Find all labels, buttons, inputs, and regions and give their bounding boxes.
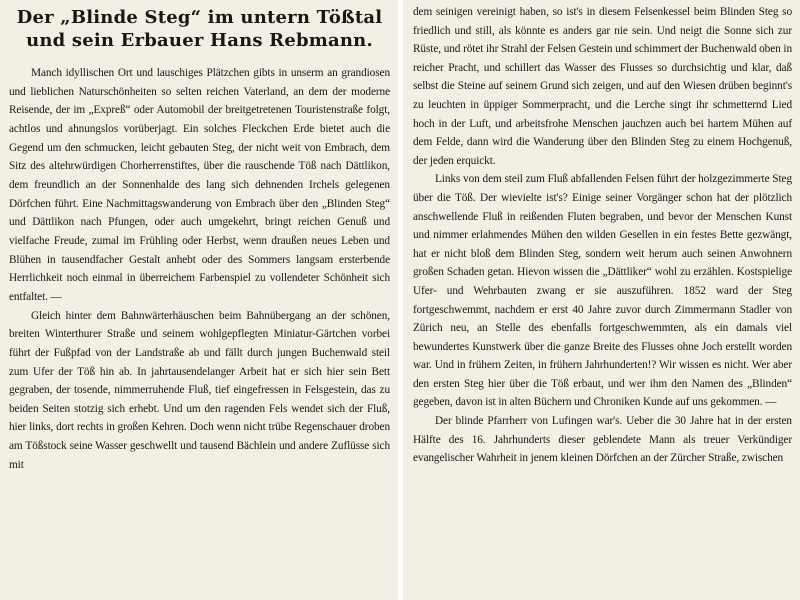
title-line-2: und sein Erbauer Hans Rebmann. bbox=[26, 30, 373, 51]
title-line-1: Der „Blinde Steg“ im untern Tößtal bbox=[16, 7, 383, 28]
article-title bbox=[9, 6, 390, 52]
paragraph-bridge-history: Links von dem steil zum Fluß abfallenden Felsen führt der holzgezimmerte Steg über die Töß. Der wievielte ist's? Einige seiner Vorgänger schon hat der plötzlich anschwellende Fluß in reißenden Fluten begraben, und bevor der Menschen Kunst und nimmer erlahmendes Mühen den wilden Gesellen in ein festes Bette gezwängt, hat er nicht bloß dem Blinden Steg, sondern weit herum auch seinen Anwohnern großen Schaden getan. Hievon wissen die „Dättliker“ wohl zu erzählen. Kostspielige Ufer- und Wehrbauten zwang er sie auszuführen. 1852 ward der Steg fortgeschwemmt, nachdem er erst 40 Jahre zuvor durch Zimmermann Stadler von Zürich neu, an Stelle des ebenfalls fortgeschwemmten, als ein damals viel bewundertes Kunstwerk über die ganze Breite des Flusses ohne Joch erstellt worden war. Und in frühern Zeiten, in frühern Jahrhunderten!? Wir wissen es nicht. Wer aber den ersten Steg hier über die Töß erbaut, und wer ihm den Namen des „Blinden“ gegeben, davon ist in alten Büchern und Chroniken Kunde auf uns gekommen. — bbox=[413, 173, 792, 409]
paragraph-continued: dem seinigen vereinigt haben, so ist's in diesem Felsenkessel beim Blinden Steg so friedlich und still, als könnte es anders gar nie sein. Und neigt die Sonne sich zur Rüste, und rötet ihr Strahl der Felsen Gestein und schimmert der Buchenwald oben in reicher Pracht, und schillert das Wasser des Flusses so durchsichtig und klar, daß selbst die Steine auf seinem Grund sich zeigen, und auf den Wiesen drüben beginnt's zu leuchten in üppiger Sommerpracht, und die Lerche singt ihr schmetternd Lied hoch in der Luft, und arbeitsfrohe Menschen jauchzen auch bei hartem Mühen auf dem Felde, dann wird die Wanderung über den Blinden Steg zu einem Hochgenuß, der jeden erquickt. bbox=[413, 6, 792, 167]
paragraph-intro: Manch idyllischen Ort und lauschiges Plätzchen gibts in unserm an grandiosen und lieblichen Naturschönheiten so selten reichen Vaterland, an dem der moderne Reisende, der im „Expreß“ oder Automobil der breitgetretenen Touristenstraße folgt, achtlos und ahnungslos vorüberjagt. Ein solches Fleckchen Erde bietet auch die Gegend um den schmucken, leicht gebauten Steg, der nicht weit von Embrach, dem Sitz des altehrwürdigen Chorherrenstiftes, über die rauschende Töß nach Dättlikon, dem freundlich an der Sonnenhalde des lang sich dehnenden Irchels gelegenen Dörfchen führt. Eine Nachmittagswanderung von Embrach über den „Blinden Steg“ und Dättlikon nach Pfungen, oder auch umgekehrt, bringt reichen Genuß und vielfache Freude, zumal im Frühling oder Herbst, wenn draußen neues Leben und Blühen in tausendfacher Gestalt anhebt oder des Sommers langsam ersterbende Herrlichkeit noch einmal in überreichem Farbenspiel zu vollendeter Schönheit sich entfaltet. — bbox=[9, 67, 390, 303]
paragraph-path: Gleich hinter dem Bahnwärterhäuschen beim Bahnübergang an der schönen, breiten Winterthurer Straße und seinem wohlgepflegten Miniatur-Gärtchen vorbei führt der Fußpfad von der Landstraße ab und fällt durch jungen Buchenwald steil zum Ufer der Töß hin ab. In jahrtausendelanger Arbeit hat er sich hier sein Bett gegraben, der tosende, nimmerruhende Fluß, tief eingefressen in Felsgestein, das zu beiden Seiten stotzig sich erhebt. Und um den ragenden Fels wendet sich der Fluß, hier links, dort rechts in großen Kehren. Doch wenn nicht trübe Regenschauer droben am Tößstock seine Wasser geschwellt und tausend Bächlein und andere Zuflüsse sich mit bbox=[9, 309, 390, 471]
right-column bbox=[403, 0, 800, 600]
left-column bbox=[0, 0, 398, 600]
paragraph-blind-pastor: Der blinde Pfarrherr von Lufingen war's. Ueber die 30 Jahre hat in der ersten Hälfte des 16. Jahrhunderts dieser geblendete Mann als treuer Verkündiger evangelischer Wahrheit in jenem kleinen Dörfchen an der Zürcher Straße, zwischen bbox=[413, 415, 792, 465]
